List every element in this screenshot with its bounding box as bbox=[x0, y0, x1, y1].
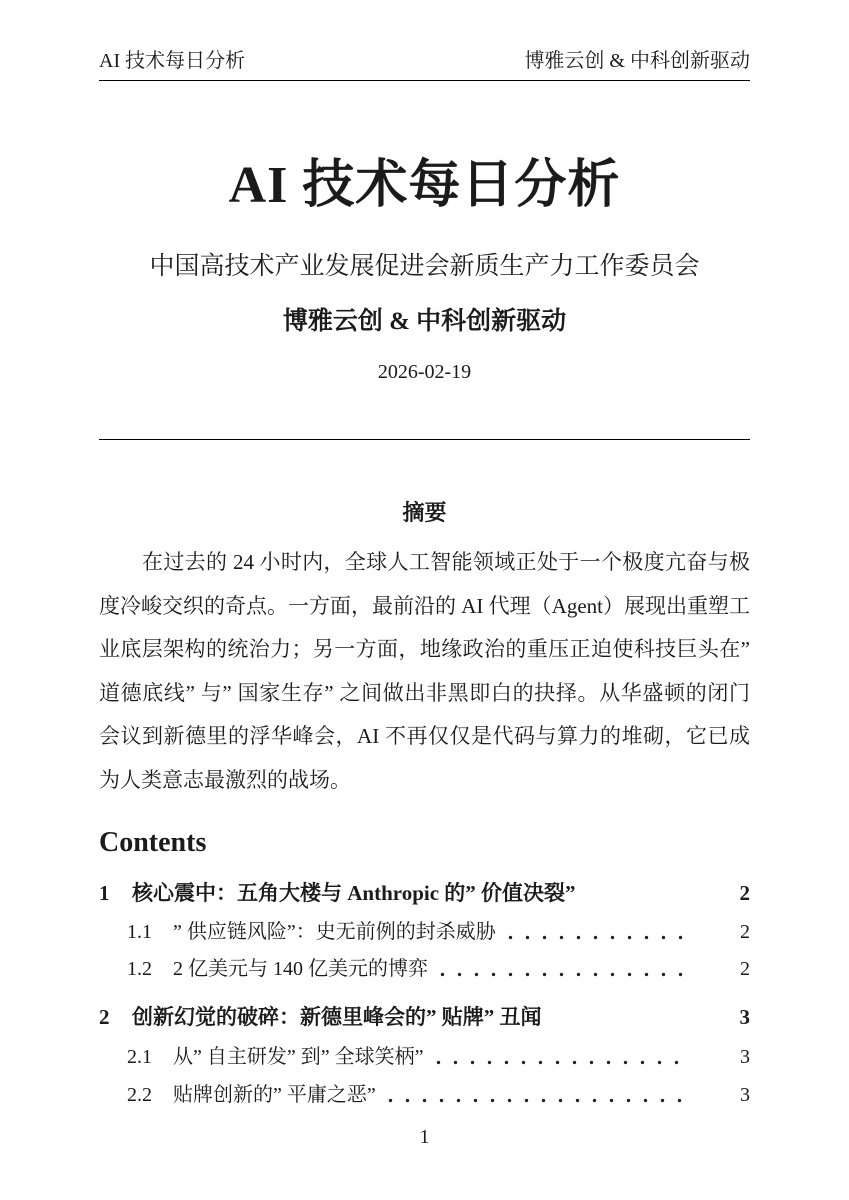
contents-heading: Contents bbox=[99, 827, 207, 858]
header-right-org: 博雅云创 & 中科创新驱动 bbox=[524, 50, 750, 72]
author-line: 中国高技术产业发展促进会新质生产力工作委员会 bbox=[149, 253, 700, 280]
toc-entry-section-2[interactable] bbox=[99, 1002, 750, 1032]
organization-line: 博雅云创 & 中科创新驱动 bbox=[282, 308, 567, 335]
toc-entry-number: 2.1 bbox=[127, 1046, 152, 1068]
toc-entry-page: 2 bbox=[739, 881, 750, 905]
toc-dot-leader bbox=[440, 971, 690, 978]
title-separator-rule bbox=[99, 439, 750, 440]
toc-entry-page: 3 bbox=[739, 1005, 750, 1029]
toc-entry-subsection-2-2[interactable] bbox=[99, 1080, 750, 1110]
toc-entry-title: 贴牌创新的” 平庸之恶” bbox=[173, 1084, 376, 1106]
page-number: 1 bbox=[419, 1126, 430, 1148]
document-title: AI 技术每日分析 bbox=[228, 157, 621, 214]
running-header bbox=[99, 44, 750, 81]
header-left-title: AI 技术每日分析 bbox=[99, 50, 246, 72]
toc-entry-page: 2 bbox=[740, 921, 750, 943]
abstract-heading: 摘要 bbox=[402, 500, 447, 525]
toc-entry-subsection-1-2[interactable] bbox=[99, 954, 750, 984]
abstract-body: 在过去的 24 小时内，全球人工智能领域正处于一个极度亢奋与极度冷峻交织的奇点。一方面，最前沿的 AI 代理（Agent）展现出重塑工业底层架构的统治力；另一方面，地缘政治的重压正迫使科技巨头在” 道德底线” 与” 国家生存” 之间做出非黑即白的抉择。从华盛顿的闭门会议到新德里的浮华峰会，AI 不再仅仅是代码与算力的堆砌，它已成为人类意志最激烈的战场。 bbox=[99, 550, 750, 792]
toc-entry-subsection-1-1[interactable] bbox=[99, 917, 750, 947]
toc-entry-title: 核心震中：五角大楼与 Anthropic 的” 价值决裂” bbox=[132, 881, 576, 905]
toc-entry-number: 1 bbox=[99, 881, 110, 905]
toc-entry-title: ” 供应链风险”：史无前例的封杀威胁 bbox=[173, 921, 496, 943]
toc-dot-leader bbox=[508, 934, 690, 941]
toc-entry-page: 2 bbox=[740, 958, 750, 980]
toc-dot-leader bbox=[554, 1019, 691, 1026]
toc-entry-page: 3 bbox=[740, 1046, 750, 1068]
toc-entry-number: 1.2 bbox=[127, 958, 152, 980]
toc-dot-leader bbox=[388, 1097, 690, 1104]
toc-entry-section-1[interactable] bbox=[99, 878, 750, 908]
toc-entry-number: 1.1 bbox=[127, 921, 152, 943]
toc-entry-number: 2 bbox=[99, 1005, 110, 1029]
date-line: 2026-02-19 bbox=[377, 361, 472, 383]
toc-entry-title: 从” 自主研发” 到” 全球笑柄” bbox=[173, 1046, 424, 1068]
toc-dot-leader bbox=[588, 895, 690, 902]
toc-entry-number: 2.2 bbox=[127, 1084, 152, 1106]
toc-dot-leader bbox=[436, 1059, 690, 1066]
toc-entry-title: 2 亿美元与 140 亿美元的博弈 bbox=[173, 958, 428, 980]
toc-entry-subsection-2-1[interactable] bbox=[99, 1042, 750, 1072]
toc-entry-page: 3 bbox=[740, 1084, 750, 1106]
table-of-contents bbox=[99, 878, 750, 1110]
toc-entry-title: 创新幻觉的破碎：新德里峰会的” 贴牌” 丑闻 bbox=[132, 1005, 542, 1029]
